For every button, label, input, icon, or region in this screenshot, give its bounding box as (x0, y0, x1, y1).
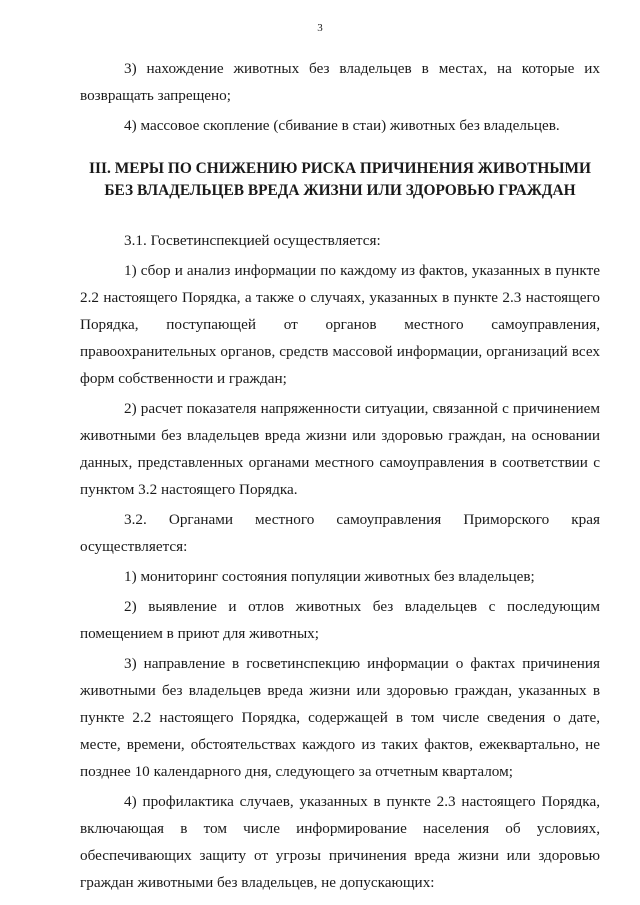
list-item-4: 4) массовое скопление (сбивание в стаи) животных без владельцев. (124, 117, 560, 134)
list-item-3: 3) нахождение животных без владельцев в местах, на которые их возвращать запрещено; (80, 60, 600, 104)
clause-3-2-item-2: 2) выявление и отлов животных без владельцев с последующим помещением в приют для животных; (80, 598, 600, 642)
clause-3-2-item-4: 4) профилактика случаев, указанных в пункте 2.3 настоящего Порядка, включающая в том числе информирование населения об условиях, обеспечивающих защиту от угрозы причинения вреда жизни или здоровью граждан животными без владельцев, не допускающих: (80, 793, 600, 891)
clause-3-2-item-1: 1) мониторинг состояния популяции животных без владельцев; (124, 568, 535, 585)
clause-3-2-item-3: 3) направление в госветинспекцию информации о фактах причинения животными без владельцев вреда жизни или здоровью граждан, указанных в пункте 2.2 настоящего Порядка, содержащей в том числе сведения о дате, месте, времени, обстоятельствах каждого из таких фактов, ежеквартально, не позднее 10 календарного дня, следующего за отчетным кварталом; (80, 655, 600, 780)
section-heading (80, 158, 600, 202)
document-body (80, 55, 600, 899)
section-heading-line-2: БЕЗ ВЛАДЕЛЬЦЕВ ВРЕДА ЖИЗНИ ИЛИ ЗДОРОВЬЮ ГРАЖДАН (104, 182, 576, 199)
clause-3-2: 3.2. Органами местного самоуправления Приморского края осуществляется: (80, 511, 600, 555)
clause-3-1: 3.1. Госветинспекцией осуществляется: (124, 232, 381, 249)
clause-3-1-item-2: 2) расчет показателя напряженности ситуации, связанной с причинением животными без владельцев вреда жизни или здоровью граждан, на основании данных, представленных органами местного самоуправления в соответствии с пунктом 3.2 настоящего Порядка. (80, 400, 600, 498)
page-number: 3 (317, 22, 323, 34)
clause-3-1-item-1: 1) сбор и анализ информации по каждому из фактов, указанных в пункте 2.2 настоящего Порядка, а также о случаях, указанных в пункте 2.3 настоящего Порядка, поступающей от органов местного самоуправления, правоохранительных органов, средств массовой информации, организаций всех форм собственности и граждан; (80, 262, 600, 387)
section-heading-line-1: III. МЕРЫ ПО СНИЖЕНИЮ РИСКА ПРИЧИНЕНИЯ ЖИВОТНЫМИ (89, 160, 591, 177)
